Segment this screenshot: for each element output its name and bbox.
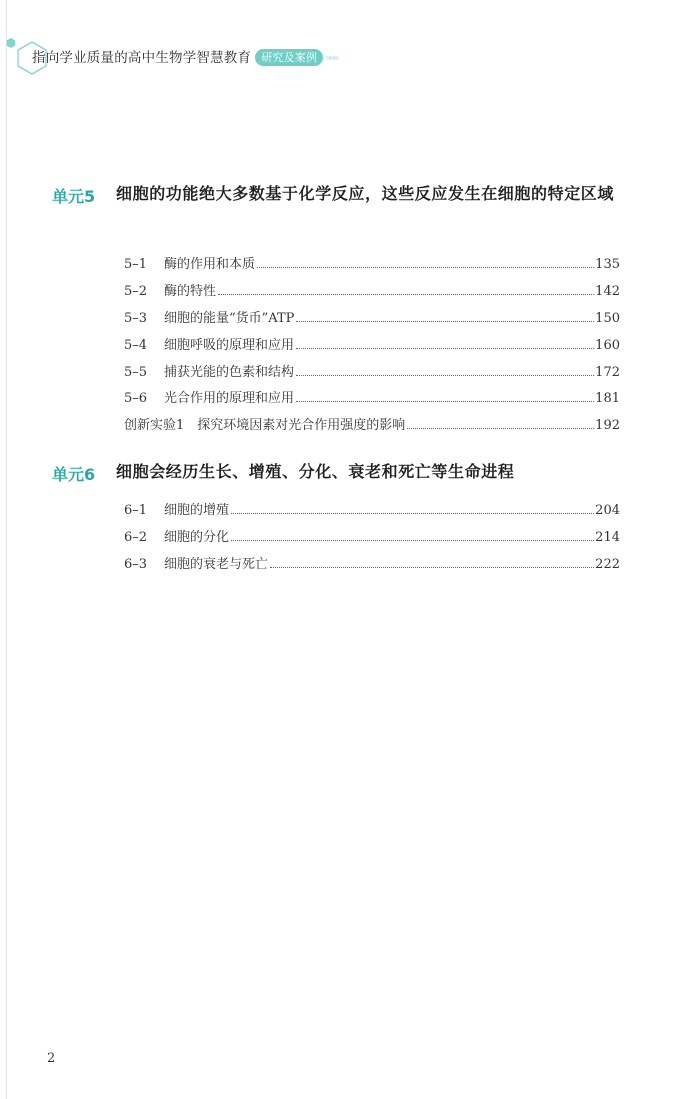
toc-entry[interactable] [124, 307, 620, 334]
toc-entry[interactable] [124, 334, 620, 361]
dot-leader [257, 267, 594, 268]
dot-leader [296, 401, 594, 402]
toc-entry[interactable] [124, 253, 620, 280]
toc-entry-title: 细胞的分化 [164, 529, 230, 545]
dot-leader [296, 348, 594, 349]
toc-entry-page: 160 [595, 337, 620, 353]
toc-entry-title: 细胞的增殖 [164, 503, 230, 518]
unit-6-section [52, 462, 632, 572]
toc-entry-number: 5–2 [124, 283, 148, 299]
dot-leader [296, 375, 594, 376]
dot-leader [407, 428, 594, 429]
toc-entry[interactable] [124, 526, 620, 553]
toc-entry[interactable] [124, 280, 620, 307]
toc-entry-title: 光合作用的原理和应用 [164, 391, 295, 407]
toc-entry-title: 创新实验1 探究环境因素对光合作用强度的影响 [124, 418, 406, 434]
toc-entry-title: 细胞呼吸的原理和应用 [164, 337, 295, 353]
dot-leader [231, 513, 594, 514]
toc-entry-title: 细胞的衰老与死亡 [164, 556, 269, 572]
running-header [6, 36, 366, 76]
toc-entry-page: 142 [595, 283, 620, 299]
toc-entry-number: 5–6 [124, 391, 148, 407]
dot-leader [231, 540, 594, 541]
toc-entry-experiment[interactable] [124, 414, 620, 441]
toc-entry-number: 5–5 [124, 364, 148, 380]
toc-entry-number: 6–2 [124, 529, 148, 545]
toc-entry-title: 捕获光能的色素和结构 [164, 364, 295, 380]
unit-label: 单元5 [52, 187, 96, 206]
unit-heading [52, 184, 632, 214]
toc-entry-number: 5–3 [124, 310, 148, 326]
toc-entry-title: 酶的特性 [164, 283, 217, 299]
toc-entry-title: 酶的作用和本质 [164, 257, 256, 272]
toc-list [124, 253, 620, 441]
page-number: 2 [47, 1051, 56, 1066]
page-edge-rule [6, 0, 7, 1099]
dot-leader [270, 567, 594, 568]
toc-entry-title: 细胞的能量“货币”ATP [164, 310, 295, 326]
toc-entry[interactable] [124, 553, 620, 580]
toc-entry-page: 181 [595, 391, 620, 407]
unit-title: 细胞的功能绝大多数基于化学反应，这些反应发生在细胞的特定区域 [116, 184, 615, 203]
toc-entry[interactable] [124, 361, 620, 388]
toc-entry-number: 6–3 [124, 556, 148, 572]
dot-leader [218, 294, 594, 295]
unit-heading [52, 462, 632, 492]
toc-entry-number: 5–1 [124, 257, 148, 272]
chevrons-icon: »»» [325, 51, 337, 64]
toc-entry-page: 192 [595, 418, 620, 434]
book-subtitle-badge: 研究及案例 [255, 49, 323, 66]
toc-entry-page: 135 [595, 257, 620, 272]
toc-entry-page: 214 [595, 529, 620, 545]
toc-list [124, 499, 620, 580]
unit-label: 单元6 [52, 465, 96, 484]
toc-entry-page: 150 [595, 310, 620, 326]
unit-5-section [52, 184, 632, 434]
toc-entry-page: 222 [595, 556, 620, 572]
toc-entry[interactable] [124, 499, 620, 526]
header-title-line [32, 46, 336, 66]
toc-entry-page: 172 [595, 364, 620, 380]
toc-entry[interactable] [124, 387, 620, 414]
toc-entry-page: 204 [595, 503, 620, 518]
toc-entry-number: 6–1 [124, 503, 148, 518]
toc-entry-number: 5–4 [124, 337, 148, 353]
unit-title: 细胞会经历生长、增殖、分化、衰老和死亡等生命进程 [116, 462, 515, 481]
book-title: 指向学业质量的高中生物学智慧教育 [32, 50, 252, 66]
dot-leader [296, 321, 594, 322]
